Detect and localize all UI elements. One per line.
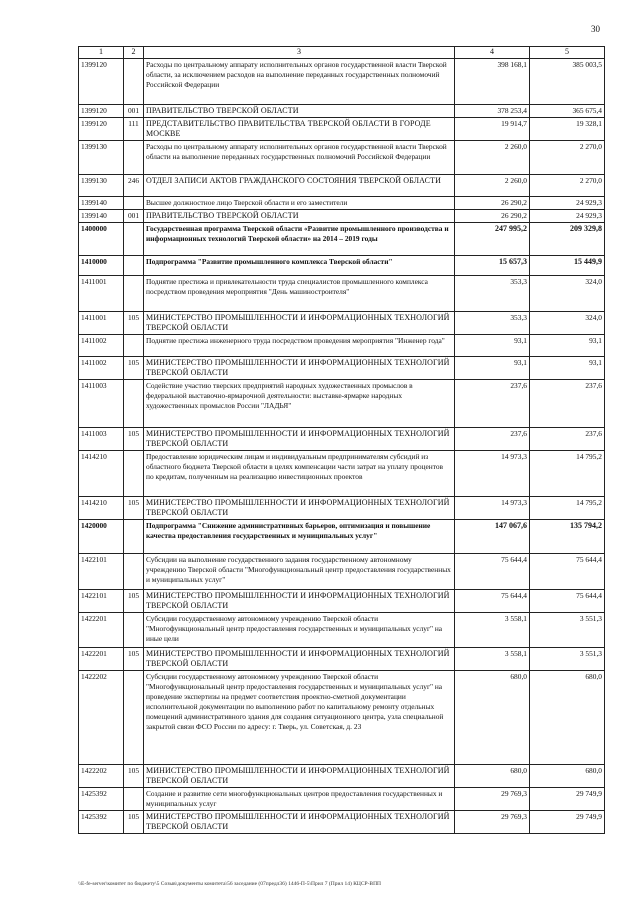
row-value-2014: 26 290,2 (455, 196, 530, 209)
table-row (79, 104, 605, 117)
table-row (79, 553, 605, 589)
row-value-2014: 680,0 (455, 764, 530, 787)
row-description: МИНИСТЕРСТВО ПРОМЫШЛЕННОСТИ И ИНФОРМАЦИОННЫХ ТЕХНОЛОГИЙ ТВЕРСКОЙ ОБЛАСТИ (144, 764, 455, 787)
row-value-2014: 378 253,4 (455, 104, 530, 117)
row-code: 1411002 (79, 334, 124, 356)
row-type: 105 (124, 647, 144, 670)
row-description: Поднятие престижа и привлекательности труда специалистов промышленного комплекса посредством проведения мероприятия "День машиностроителя" (144, 275, 455, 311)
row-value-2014: 15 657,3 (455, 255, 530, 275)
table-row (79, 810, 605, 833)
row-code: 1411001 (79, 311, 124, 334)
row-value-2015: 24 929,3 (530, 209, 605, 222)
row-value-2015: 385 003,5 (530, 58, 605, 104)
row-type (124, 670, 144, 764)
table-row (79, 496, 605, 519)
row-code: 1410000 (79, 255, 124, 275)
row-value-2014: 353,3 (455, 311, 530, 334)
row-description: Высшее должностное лицо Тверской области и его заместители (144, 196, 455, 209)
table-row (79, 589, 605, 612)
row-value-2015: 29 749,9 (530, 810, 605, 833)
row-value-2015: 19 328,1 (530, 117, 605, 140)
table-row (79, 311, 605, 334)
header-col-5: 5 (530, 47, 605, 59)
row-value-2014: 237,6 (455, 427, 530, 450)
row-description: МИНИСТЕРСТВО ПРОМЫШЛЕННОСТИ И ИНФОРМАЦИОННЫХ ТЕХНОЛОГИЙ ТВЕРСКОЙ ОБЛАСТИ (144, 427, 455, 450)
table-row (79, 787, 605, 810)
table-row (79, 140, 605, 174)
row-value-2015: 29 749,9 (530, 787, 605, 810)
row-code: 1399120 (79, 58, 124, 104)
row-type (124, 334, 144, 356)
row-value-2015: 680,0 (530, 764, 605, 787)
row-code: 1399140 (79, 209, 124, 222)
row-description: МИНИСТЕРСТВО ПРОМЫШЛЕННОСТИ И ИНФОРМАЦИОННЫХ ТЕХНОЛОГИЙ ТВЕРСКОЙ ОБЛАСТИ (144, 311, 455, 334)
row-value-2015: 3 551,3 (530, 612, 605, 647)
row-description: Государственная программа Тверской области «Развитие промышленного производства и информационных технологий Тверской области» на 2014 – 2019 годы (144, 222, 455, 255)
table-header-row (79, 47, 605, 59)
row-value-2014: 353,3 (455, 275, 530, 311)
row-description: МИНИСТЕРСТВО ПРОМЫШЛЕННОСТИ И ИНФОРМАЦИОННЫХ ТЕХНОЛОГИЙ ТВЕРСКОЙ ОБЛАСТИ (144, 647, 455, 670)
row-description: Подпрограмма "Развитие промышленного комплекса Тверской области" (144, 255, 455, 275)
table-row (79, 427, 605, 450)
row-description: МИНИСТЕРСТВО ПРОМЫШЛЕННОСТИ И ИНФОРМАЦИОННЫХ ТЕХНОЛОГИЙ ТВЕРСКОЙ ОБЛАСТИ (144, 589, 455, 612)
row-value-2015: 209 329,8 (530, 222, 605, 255)
row-description: Субсидии на выполнение государственного задания государственному автономному учреждению Тверской области "Многофункциональный центр предоставления государственных и муниципальных услуг" (144, 553, 455, 589)
row-value-2014: 2 260,0 (455, 140, 530, 174)
row-value-2015: 680,0 (530, 670, 605, 764)
row-type (124, 450, 144, 496)
row-value-2015: 237,6 (530, 379, 605, 427)
row-type: 001 (124, 104, 144, 117)
row-description: Субсидии государственному автономному учреждению Тверской области "Многофункциональный центр предоставления государственных и муниципальных услуг" на иные цели (144, 612, 455, 647)
row-description: МИНИСТЕРСТВО ПРОМЫШЛЕННОСТИ И ИНФОРМАЦИОННЫХ ТЕХНОЛОГИЙ ТВЕРСКОЙ ОБЛАСТИ (144, 810, 455, 833)
row-description: Создание и развитие сети многофункциональных центров предоставления государственных и муниципальных услуг (144, 787, 455, 810)
row-value-2015: 15 449,9 (530, 255, 605, 275)
row-value-2014: 75 644,4 (455, 589, 530, 612)
row-code: 1411001 (79, 275, 124, 311)
table-row (79, 275, 605, 311)
row-type (124, 379, 144, 427)
row-value-2014: 2 260,0 (455, 174, 530, 196)
row-type (124, 275, 144, 311)
row-value-2014: 14 973,3 (455, 450, 530, 496)
table-row (79, 379, 605, 427)
row-type (124, 519, 144, 553)
file-path-footer: \\E-fe-server\комитет по бюджету\5 Созыв\документы комитета\56 заседание (07предл36) 1446-П-5\Прил 7 (Прил 14) КЦСР-ВПП (78, 881, 382, 887)
row-code: 1425392 (79, 810, 124, 833)
table-row (79, 209, 605, 222)
row-description: Субсидии государственному автономному учреждению Тверской области "Многофункциональный центр предоставления государственных и муниципальных услуг" на проведение экспертизы на предмет соответствия проектно-сметной документации исполнительной документации по выполнению работ по капитальному ремонту отдельных помещений административного здания для создания ситуационного центра, узла специальной закрытой связи ФСО России по адресу: г. Тверь, ул. Советская, д. 23 (144, 670, 455, 764)
table-row (79, 612, 605, 647)
page-number: 30 (591, 24, 600, 34)
row-description: ОТДЕЛ ЗАПИСИ АКТОВ ГРАЖДАНСКОГО СОСТОЯНИЯ ТВЕРСКОЙ ОБЛАСТИ (144, 174, 455, 196)
row-type (124, 787, 144, 810)
table-row (79, 196, 605, 209)
row-value-2014: 75 644,4 (455, 553, 530, 589)
row-value-2015: 3 551,3 (530, 647, 605, 670)
row-code: 1422202 (79, 670, 124, 764)
table-row (79, 334, 605, 356)
row-value-2015: 93,1 (530, 334, 605, 356)
header-col-4: 4 (455, 47, 530, 59)
row-description: Поднятие престижа инженерного труда посредством проведения мероприятия "Инженер года" (144, 334, 455, 356)
row-value-2015: 135 794,2 (530, 519, 605, 553)
row-code: 1422202 (79, 764, 124, 787)
table-row (79, 174, 605, 196)
row-value-2014: 3 558,1 (455, 612, 530, 647)
row-value-2014: 19 914,7 (455, 117, 530, 140)
row-code: 1425392 (79, 787, 124, 810)
table-body (79, 58, 605, 833)
row-description: ПРЕДСТАВИТЕЛЬСТВО ПРАВИТЕЛЬСТВА ТВЕРСКОЙ ОБЛАСТИ В ГОРОДЕ МОСКВЕ (144, 117, 455, 140)
row-value-2014: 237,6 (455, 379, 530, 427)
row-code: 1422201 (79, 612, 124, 647)
table-row (79, 356, 605, 379)
row-description: Предоставление юридическим лицам и индивидуальным предпринимателям субсидий из областного бюджета Тверской области в целях компенсации части затрат на уплату процентов по кредитам, полученным на реализацию инвестиционных проектов (144, 450, 455, 496)
row-type (124, 612, 144, 647)
row-value-2014: 93,1 (455, 356, 530, 379)
row-value-2015: 237,6 (530, 427, 605, 450)
table-row (79, 764, 605, 787)
row-value-2014: 3 558,1 (455, 647, 530, 670)
row-description: МИНИСТЕРСТВО ПРОМЫШЛЕННОСТИ И ИНФОРМАЦИОННЫХ ТЕХНОЛОГИЙ ТВЕРСКОЙ ОБЛАСТИ (144, 356, 455, 379)
row-code: 1420000 (79, 519, 124, 553)
table-row (79, 670, 605, 764)
row-code: 1411003 (79, 427, 124, 450)
row-value-2015: 324,0 (530, 275, 605, 311)
row-code: 1422101 (79, 553, 124, 589)
table-row (79, 519, 605, 553)
row-code: 1414210 (79, 450, 124, 496)
row-value-2014: 247 995,2 (455, 222, 530, 255)
row-type (124, 222, 144, 255)
row-value-2015: 24 929,3 (530, 196, 605, 209)
row-type: 111 (124, 117, 144, 140)
row-type: 105 (124, 427, 144, 450)
row-code: 1411003 (79, 379, 124, 427)
row-value-2015: 324,0 (530, 311, 605, 334)
row-value-2015: 2 270,0 (530, 140, 605, 174)
row-value-2014: 29 769,3 (455, 787, 530, 810)
row-description: Содействие участию тверских предприятий народных художественных промыслов в федеральной выставочно-ярмарочной деятельности: выставке-ярмарке народных художественных промыслов России "ЛАДЬЯ" (144, 379, 455, 427)
row-value-2014: 147 067,6 (455, 519, 530, 553)
budget-table (78, 46, 605, 834)
row-type: 246 (124, 174, 144, 196)
table-row (79, 450, 605, 496)
row-type: 105 (124, 496, 144, 519)
table-row (79, 117, 605, 140)
row-code: 1399140 (79, 196, 124, 209)
row-code: 1422201 (79, 647, 124, 670)
row-code: 1422101 (79, 589, 124, 612)
row-code: 1411002 (79, 356, 124, 379)
row-type: 001 (124, 209, 144, 222)
row-code: 1399120 (79, 117, 124, 140)
header-col-3: 3 (144, 47, 455, 59)
row-type (124, 553, 144, 589)
row-code: 1414210 (79, 496, 124, 519)
row-code: 1399130 (79, 140, 124, 174)
row-type: 105 (124, 589, 144, 612)
table-row (79, 58, 605, 104)
row-value-2014: 26 290,2 (455, 209, 530, 222)
header-col-1: 1 (79, 47, 124, 59)
row-description: ПРАВИТЕЛЬСТВО ТВЕРСКОЙ ОБЛАСТИ (144, 104, 455, 117)
row-code: 1399130 (79, 174, 124, 196)
row-value-2015: 93,1 (530, 356, 605, 379)
row-code: 1400000 (79, 222, 124, 255)
row-description: ПРАВИТЕЛЬСТВО ТВЕРСКОЙ ОБЛАСТИ (144, 209, 455, 222)
row-value-2015: 365 675,4 (530, 104, 605, 117)
row-description: Расходы по центральному аппарату исполнительных органов государственной власти Тверской области, за исключением расходов на выполнение переданных государственных полномочий Российской Федерации (144, 58, 455, 104)
row-value-2015: 14 795,2 (530, 496, 605, 519)
row-value-2014: 14 973,3 (455, 496, 530, 519)
row-value-2014: 93,1 (455, 334, 530, 356)
table-row (79, 647, 605, 670)
table-row (79, 255, 605, 275)
row-description: Расходы по центральному аппарату исполнительных органов государственной власти Тверской области на выполнение переданных государственных полномочий Российской Федерации (144, 140, 455, 174)
header-col-2: 2 (124, 47, 144, 59)
row-type: 105 (124, 764, 144, 787)
row-description: МИНИСТЕРСТВО ПРОМЫШЛЕННОСТИ И ИНФОРМАЦИОННЫХ ТЕХНОЛОГИЙ ТВЕРСКОЙ ОБЛАСТИ (144, 496, 455, 519)
row-type: 105 (124, 311, 144, 334)
row-description: Подпрограмма "Снижение административных барьеров, оптимизация и повышение качества предоставления государственных и муниципальных услуг" (144, 519, 455, 553)
row-type: 105 (124, 356, 144, 379)
row-value-2015: 2 270,0 (530, 174, 605, 196)
row-type (124, 140, 144, 174)
row-type (124, 255, 144, 275)
table-row (79, 222, 605, 255)
row-value-2014: 29 769,3 (455, 810, 530, 833)
row-value-2015: 75 644,4 (530, 589, 605, 612)
row-value-2015: 14 795,2 (530, 450, 605, 496)
row-type (124, 196, 144, 209)
row-value-2014: 398 168,1 (455, 58, 530, 104)
row-code: 1399120 (79, 104, 124, 117)
row-type: 105 (124, 810, 144, 833)
row-type (124, 58, 144, 104)
row-value-2014: 680,0 (455, 670, 530, 764)
row-value-2015: 75 644,4 (530, 553, 605, 589)
